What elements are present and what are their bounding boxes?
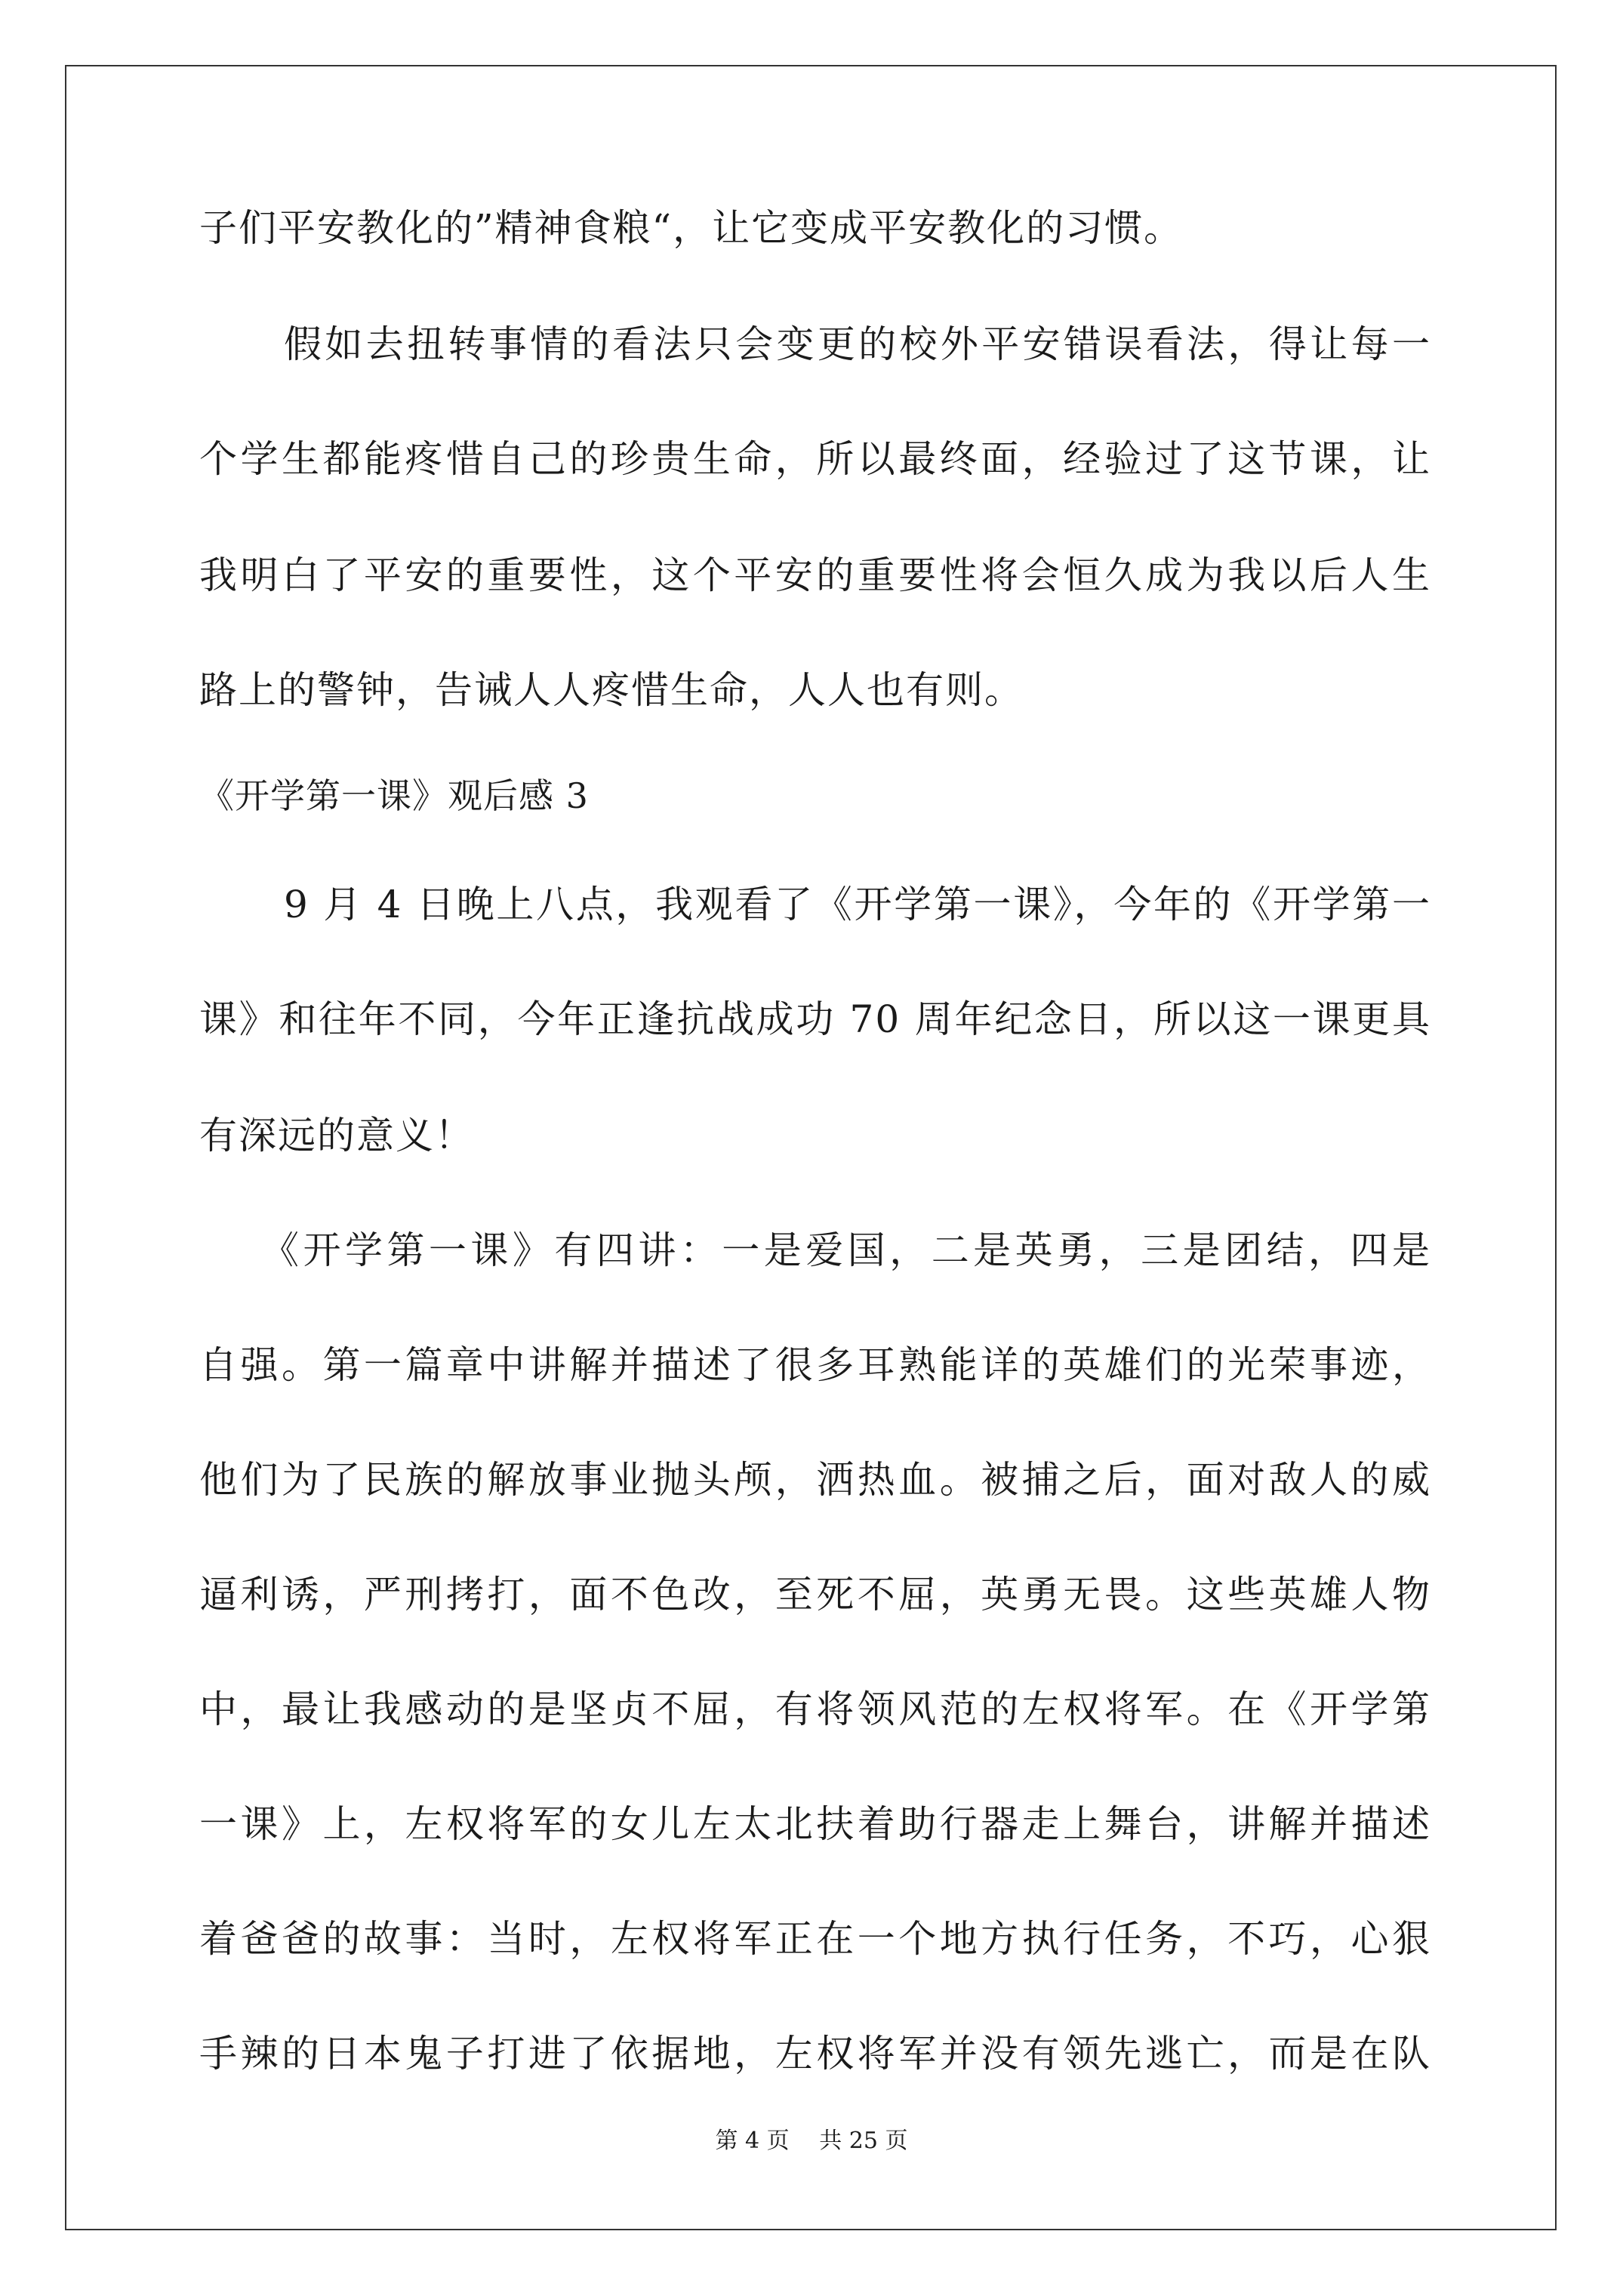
text-line-8: 课》和往年不同，今年正逢抗战成功 70 周年纪念日，所以这一课更具: [199, 997, 1431, 1041]
text-line-14: 中，最让我感动的是坚贞不屈，有将领风范的左权将军。在《开学第: [199, 1687, 1431, 1731]
text-line-9: 有深远的意义！: [199, 1114, 474, 1157]
text-line-5: 路上的警钟，告诫人人疼惜生命，人人也有则。: [199, 668, 1024, 712]
text-line-10: 《开学第一课》有四讲：一是爱国，二是英勇，三是团结，四是: [261, 1228, 1431, 1272]
text-line-16: 着爸爸的故事：当时，左权将军正在一个地方执行任务，不巧，心狠: [199, 1917, 1431, 1961]
section-heading: 《开学第一课》观后感 3: [199, 775, 589, 816]
text-line-15: 一课》上，左权将军的女儿左太北扶着助行器走上舞台，讲解并描述: [199, 1802, 1431, 1846]
page-number-footer: 第 4 页 共 25 页: [715, 2128, 908, 2154]
text-line-11: 自强。第一篇章中讲解并描述了很多耳熟能详的英雄们的光荣事迹，: [199, 1343, 1431, 1387]
text-line-1: 子们平安教化的”精神食粮“，让它变成平安教化的习惯。: [199, 206, 1184, 250]
text-line-2: 假如去扭转事情的看法只会变更的校外平安错误看法，得让每一: [284, 322, 1431, 366]
text-line-3: 个学生都能疼惜自己的珍贵生命，所以最终面，经验过了这节课，让: [199, 437, 1431, 481]
text-line-13: 逼利诱，严刑拷打，面不色改，至死不屈，英勇无畏。这些英雄人物: [199, 1573, 1431, 1616]
text-line-17: 手辣的日本鬼子打进了依据地，左权将军并没有领先逃亡，而是在队: [199, 2032, 1431, 2076]
text-line-4: 我明白了平安的重要性，这个平安的重要性将会恒久成为我以后人生: [199, 553, 1431, 597]
text-line-12: 他们为了民族的解放事业抛头颅，洒热血。被捕之后，面对敌人的威: [199, 1458, 1431, 1502]
text-line-7: 9 月 4 日晚上八点，我观看了《开学第一课》，今年的《开学第一: [284, 883, 1431, 926]
